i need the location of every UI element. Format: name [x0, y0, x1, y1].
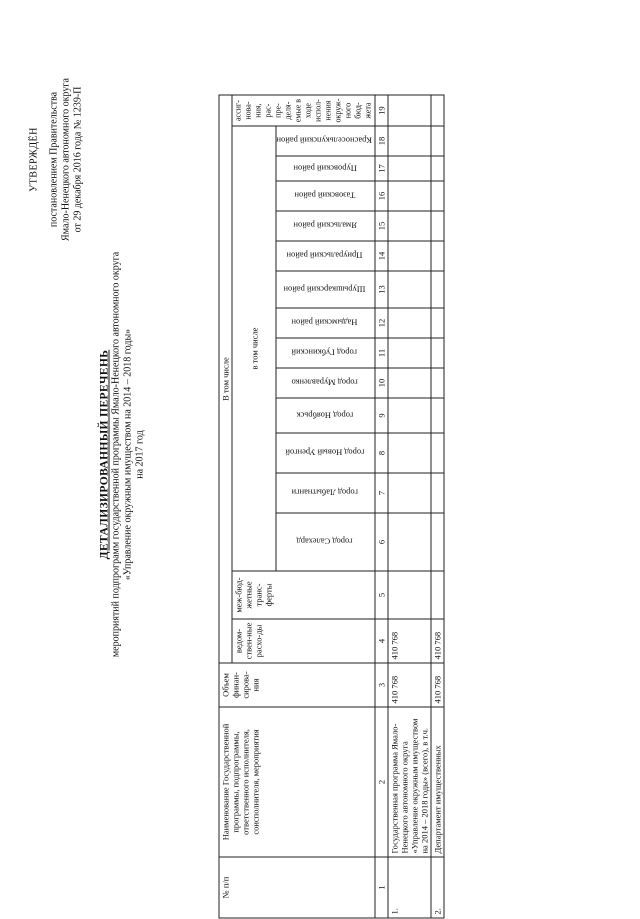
empty-cell [431, 398, 444, 433]
col-number: 16 [375, 181, 388, 211]
approval-line-1: постановлением Правительства [49, 15, 61, 305]
empty-cell [431, 368, 444, 398]
header-num: № п/п [219, 857, 375, 918]
col-number: 10 [375, 368, 388, 398]
col-number: 18 [375, 126, 388, 156]
header-municipality [276, 181, 375, 211]
municipality-label: город Лабытнанги [292, 488, 358, 498]
rotated-sheet [1, 0, 640, 905]
title-sub-1: мероприятий подпрограмм государственной программы Ямало-Ненецкого автономного округа [111, 175, 123, 735]
detail-table [219, 95, 445, 919]
header-municipality [276, 473, 375, 513]
row-name: Департамент имущественных [431, 707, 444, 857]
header-name: Наименование Государственной программы, подпрограммы, ответственного исполнителя, соисполнителя, мероприятия [219, 707, 375, 857]
municipality-label: Пуровский район [293, 164, 356, 174]
empty-cell [431, 571, 444, 619]
header-municipality [276, 368, 375, 398]
empty-cell [388, 368, 431, 398]
table-row [431, 95, 444, 918]
empty-cell [388, 571, 431, 619]
empty-cell [431, 156, 444, 181]
empty-cell [431, 95, 444, 126]
col-number: 8 [375, 433, 388, 473]
empty-cell [388, 473, 431, 513]
approval-line-2: Ямало-Ненецкого автономного округа [61, 15, 73, 305]
municipality-label: Тазовский район [294, 191, 355, 201]
header-municipality [276, 308, 375, 338]
row-volume: 410 768 [388, 663, 431, 707]
empty-cell [388, 156, 431, 181]
municipality-label: город Новый Уренгой [285, 448, 364, 458]
approval-line-3: от 29 декабря 2016 года № 1239-П [73, 15, 85, 305]
empty-cell [431, 211, 444, 241]
document-title [99, 175, 147, 735]
municipality-label: город Салехард [297, 537, 353, 547]
empty-cell [388, 241, 431, 271]
empty-cell [431, 181, 444, 211]
row-dept: 410 768 [388, 619, 431, 663]
col-number: 15 [375, 211, 388, 241]
empty-cell [388, 513, 431, 571]
col-number: 5 [375, 571, 388, 619]
municipality-label: Приуральский район [287, 251, 363, 261]
row-dept: 410 768 [431, 619, 444, 663]
col-number: 2 [375, 707, 388, 857]
col-number: 7 [375, 473, 388, 513]
header-municipality [276, 126, 375, 156]
empty-cell [388, 308, 431, 338]
empty-cell [388, 271, 431, 308]
header-municipality [276, 241, 375, 271]
row-num: 2. [431, 857, 444, 918]
empty-cell [388, 433, 431, 473]
column-number-row [375, 95, 388, 918]
title-main: ДЕТАЛИЗИРОВАННЫЙ ПЕРЕЧЕНЬ [99, 175, 111, 735]
row-num: 1. [388, 857, 431, 918]
approval-title: УТВЕРЖДЁН [29, 15, 41, 305]
title-sub-3: на 2017 год [135, 175, 147, 735]
col-number: 11 [375, 338, 388, 368]
empty-cell [431, 271, 444, 308]
empty-cell [388, 211, 431, 241]
municipality-label: город Ноябрьск [296, 411, 353, 421]
empty-cell [431, 308, 444, 338]
header-transfers: меж-бюд-жетные транс-ферты [232, 571, 375, 619]
empty-cell [388, 95, 431, 126]
header-municipality [276, 211, 375, 241]
row-volume: 410 768 [431, 663, 444, 707]
header-in-which: в том числе [232, 126, 276, 571]
header-municipality [276, 513, 375, 571]
col-number: 9 [375, 398, 388, 433]
header-in-total: В том числе [219, 95, 232, 663]
empty-cell [431, 338, 444, 368]
header-municipality [276, 271, 375, 308]
approval-stamp [29, 15, 85, 305]
table-row [388, 95, 431, 918]
title-sub-2: «Управление окружным имуществом на 2014 – 2018 годы» [123, 175, 135, 735]
col-number: 19 [375, 95, 388, 126]
municipality-label: Красноселькупский район [277, 136, 373, 146]
col-number: 12 [375, 308, 388, 338]
header-municipality [276, 433, 375, 473]
empty-cell [431, 126, 444, 156]
empty-cell [431, 473, 444, 513]
empty-cell [388, 398, 431, 433]
municipality-label: Надымский район [292, 318, 358, 328]
header-municipality [276, 156, 375, 181]
col-number: 4 [375, 619, 388, 663]
municipality-label: Ямальский район [293, 221, 356, 231]
empty-cell [388, 126, 431, 156]
col-number: 3 [375, 663, 388, 707]
empty-cell [431, 513, 444, 571]
municipality-label: город Губкинский [292, 348, 358, 358]
col-number: 6 [375, 513, 388, 571]
empty-cell [388, 181, 431, 211]
col-number: 13 [375, 271, 388, 308]
empty-cell [388, 338, 431, 368]
municipality-label: город Муравленко [292, 378, 358, 388]
municipality-label: Шурышкарский район [284, 285, 366, 295]
header-undistributed: ассиг-нова-ния, рас-пре-деля-емые в ходе испол-нения окруж-ного бюд-жета [232, 95, 375, 126]
col-number: 1 [375, 857, 388, 918]
col-number: 14 [375, 241, 388, 271]
empty-cell [431, 433, 444, 473]
header-volume: Объем финан-сирова-ния [219, 663, 375, 707]
row-name: Государственная программа Ямало-Ненецкого автономного округа «Управление окружным имуществом на 2014 – 2018 годы» (всего), в т.ч. [388, 707, 431, 857]
header-municipality [276, 338, 375, 368]
empty-cell [431, 241, 444, 271]
header-dept: ведом-ствен-ные расхо-ды [232, 619, 375, 663]
col-number: 17 [375, 156, 388, 181]
header-municipality [276, 398, 375, 433]
